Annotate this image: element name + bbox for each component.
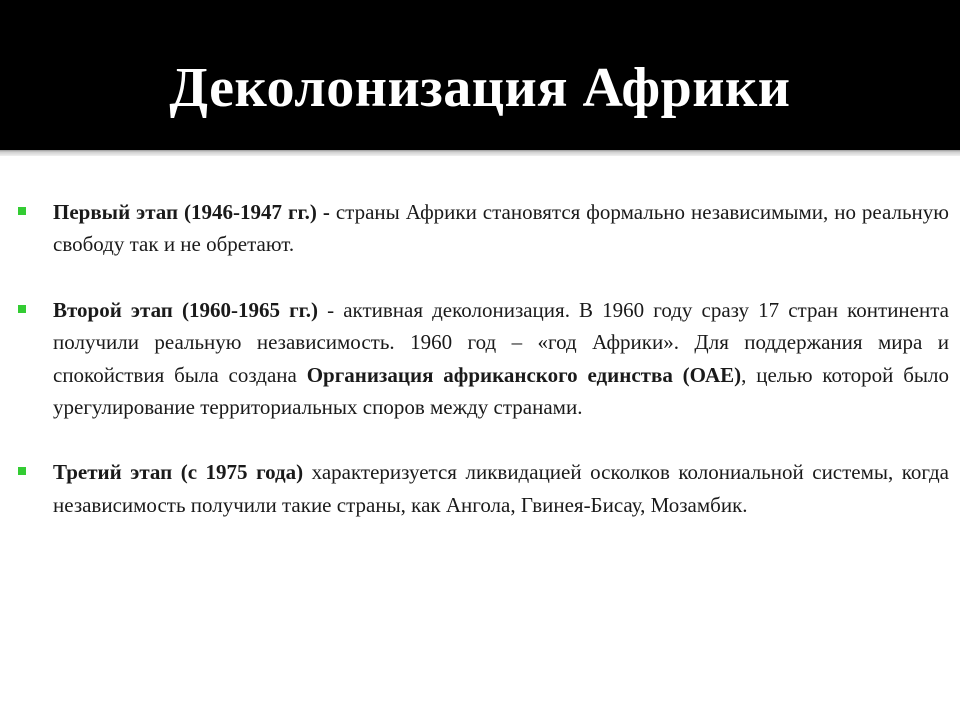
header-divider	[0, 150, 960, 156]
square-bullet-icon	[18, 305, 26, 313]
organization-name: Организация африканского единства (ОАЕ)	[306, 362, 742, 387]
slide-title: Деколонизация Африки	[169, 57, 791, 119]
stage-1-heading: Первый этап (1946-1947 гг.) -	[53, 200, 330, 224]
stage-3-heading: Третий этап (с 1975 года)	[53, 460, 304, 485]
stage-3-text: характеризуется ликвидацией осколков колониальной системы, когда независимость получили такие страны, как Ангола, Гвинея-Бисау, Мозамбик.	[53, 460, 949, 517]
slide-header	[0, 0, 960, 150]
bullet-stage-1	[53, 196, 949, 261]
square-bullet-icon	[18, 207, 26, 215]
stage-2-text: - активная деколонизация. В 1960 году сразу 17 стран континента получили реальную независимость. 1960 год – «год Африки». Для поддержания мира и спокойствия была создана	[53, 297, 949, 387]
bullet-stage-2	[53, 294, 949, 424]
stage-1-text: страны Африки становятся формально независимыми, но реальную свободу так и не обретают.	[53, 200, 949, 257]
square-bullet-icon	[18, 467, 26, 475]
stage-2-tail: , целью которой было урегулирование территориальных споров между странами.	[53, 362, 949, 420]
slide-content	[0, 196, 960, 521]
stage-2-heading: Второй этап (1960-1965 гг.)	[53, 297, 319, 322]
bullet-stage-3	[53, 456, 949, 521]
